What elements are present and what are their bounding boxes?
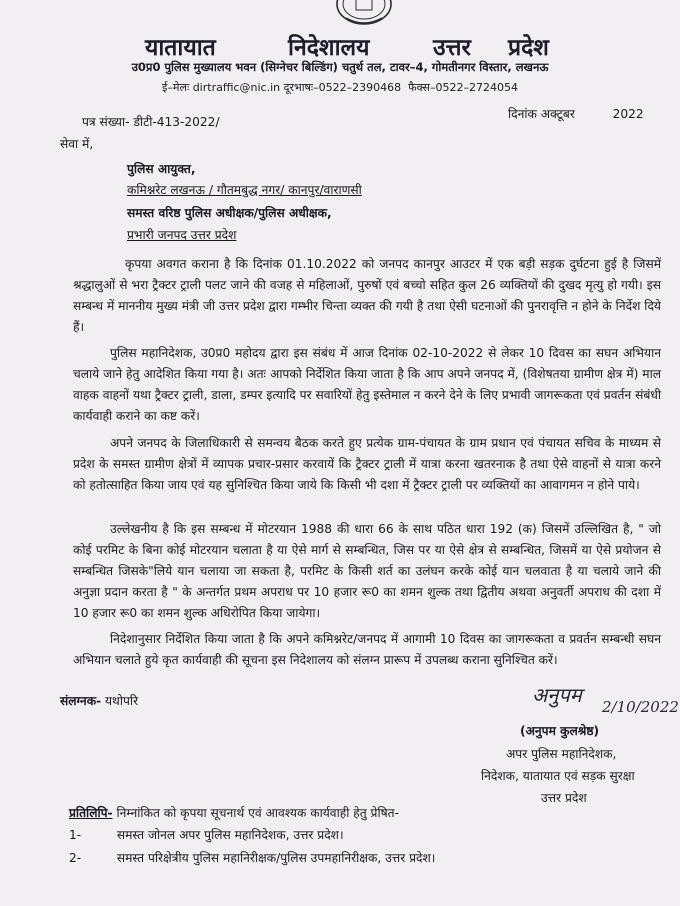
letter-reference: पत्र संख्या- डीटी-413-2022/ xyxy=(82,115,220,129)
body-paragraph: उल्लेखनीय है कि इस सम्बन्ध में मोटरयान 1988 की धारा 66 के साथ पठित धारा 192 (क) जिसमें उल्लिखित है, " जो कोई परमिट के बिना कोई मोटरयान चलाता है या ऐसे मार्ग से सम्बन्धित, जिस पर या ऐसे क्षेत्र से सम्बन्धित, जिसमें या ऐसे प्रयोजन से सम्बन्धित जिसके"लिये यान चलाया जा सकता है, परमिट के किसी शर्त का उलंघन करके कोई यान चलवाता है या चलाये जाने की अनुज्ञा प्रदान करता है " के अन्तर्गत प्रथम अपराध पर 10 हजार रू0 का शमन शुल्क तथा द्वितीय अथवा अनुवर्ती अपराध की दशा में 10 हजार रू0 का शमन शुल्क अधिरोपित किया जायेगा। xyxy=(73,522,661,620)
date-year: 2022 xyxy=(612,107,644,121)
title-word: प्रदेश xyxy=(508,35,549,61)
copy-label: प्रतिलिपि- xyxy=(69,806,113,820)
letter-date xyxy=(508,105,644,122)
copy-text: निम्नांकित को कृपया सूचनार्थ एवं आवश्यक कार्यवाही हेतु प्रेषित- xyxy=(116,806,399,820)
recipient-line: कमिश्नरेट लखनऊ / गौतमबुद्ध नगर/ कानपुर/वाराणसी xyxy=(127,183,362,197)
copy-item xyxy=(69,826,344,843)
enclosure-value: यथोपरि xyxy=(104,694,139,708)
office-address: उ0प्र0 पुलिस मुख्यालय भवन (सिग्नेचर बिल्डिंग) चतुर्थ तल, टावर–4, गोमतीनगर विस्तार, लखनऊ xyxy=(131,60,549,74)
body-paragraph: कृपया अवगत कराना है कि दिनांक 01.10.2022 को जनपद कानपुर आउटर में एक बड़ी सड़क दुर्घटना हुई है जिसमें श्रद्धालुओं से भरा ट्रैक्टर ट्राली पलट जाने की वजह से महिलाओं, पुरुषों एवं बच्चो सहित कुल 26 व्यक्तियों की दुखद मृत्यु हो गयी। इस सम्बन्ध में माननीय मुख्य मंत्री जी उत्तर प्रदेश द्वारा गम्भीर चिन्ता व्यक्त की गयी है तथा ऐसी घटनाओं की पुनरावृत्ति न होने के निर्देश दिये हैं। xyxy=(73,257,661,334)
body-paragraph: पुलिस महानिदेशक, उ0प्र0 महोदय द्वारा इस संबंध में आज दिनांक 02-10-2022 से लेकर 10 दिवस का सघन अभियान चलाये जाने हेतु आदेशित किया गया है। अतः आपको निर्देशित किया जाता है कि आप अपने जनपद में, (विशेषतया ग्रामीण क्षेत्र में) माल वाहक वाहनों यथा ट्रैक्टर ट्राली, डाला, डम्पर इत्यादि पर सवारियों हेतु इस्तेमाल न करने देने के लिए प्रभावी जागरूकता एवं प्रवर्तन संबंधी कार्यवाही कराने का कष्ट करें। xyxy=(73,346,661,423)
copy-item-text: समस्त परिक्षेत्रीय पुलिस महानिरीक्षक/पुलिस उपमहानिरीक्षक, उत्तर प्रदेश। xyxy=(116,851,436,865)
email-label: ई–मेलः xyxy=(162,81,190,94)
recipient-line: पुलिस आयुक्त, xyxy=(127,162,196,176)
fax-label: फैक्स– xyxy=(408,81,436,94)
office-contact xyxy=(0,80,680,95)
recipient-line: प्रभारी जनपद उत्तर प्रदेश xyxy=(127,228,237,242)
copy-heading xyxy=(69,804,399,821)
copy-item-number: 2- xyxy=(69,851,82,865)
date-label: दिनांक अक्टूबर xyxy=(508,107,575,121)
enclosure xyxy=(60,692,138,709)
title-word: यातायात xyxy=(145,35,216,61)
salutation: सेवा में, xyxy=(60,137,94,151)
email-address[interactable]: dirtraffic@nic.in xyxy=(192,81,281,94)
police-emblem-icon xyxy=(334,0,394,26)
signatory-designation: अपर पुलिस महानिदेशक, xyxy=(506,747,617,761)
signatory-name: (अनुपम कुलश्रेष्ठ) xyxy=(520,724,600,738)
title-word: उत्तर xyxy=(433,35,471,61)
enclosure-label: संलग्नक- xyxy=(60,694,102,708)
title-word: निदेशालय xyxy=(288,35,370,61)
signature-date: 2/10/2022 xyxy=(602,698,679,716)
signatory-designation: निदेशक, यातायात एवं सड़क सुरक्षा xyxy=(481,769,635,783)
handwritten-signature xyxy=(530,680,680,720)
phone-number: 0522–2390468 xyxy=(318,81,402,94)
body-paragraph: निदेशानुसार निर्देशित किया जाता है कि अपने कमिश्नरेट/जनपद में आगामी 10 दिवस का जागरूकता व प्रवर्तन सम्बन्धी सघन अभियान चलाते हुये कृत कार्यवाही की सूचना इस निदेशालय को संलग्न प्रारूप में उपलब्ध कराना सुनिश्चित करें। xyxy=(73,632,661,667)
copy-item xyxy=(69,849,435,866)
phone-label: दूरभाषः– xyxy=(283,81,319,94)
office-title xyxy=(0,30,680,60)
recipient-line: समस्त वरिष्ठ पुलिस अधीक्षक/पुलिस अधीक्षक, xyxy=(127,206,332,220)
body-paragraph: अपने जनपद के जिलाधिकारी से समन्वय बैठक करते हुए प्रत्येक ग्राम-पंचायत के ग्राम प्रधान एवं पंचायत सचिव के माध्यम से प्रदेश के समस्त ग्रामीण क्षेत्रों में व्यापक प्रचार-प्रसार करवायें कि ट्रैक्टर ट्राली में यात्रा करना खतरनाक है तथा ऐसे वाहनों से यात्रा करने को हतोत्साहित किया जाय एवं यह सुनिश्चित किया जाये कि किसी भी दशा में ट्रैक्टर ट्राली पर व्यक्तियों का आवागमन न होने पाये। xyxy=(73,436,661,492)
fax-number: 0522–2724054 xyxy=(435,81,518,94)
signatory-designation: उत्तर प्रदेश xyxy=(541,791,587,805)
copy-item-text: समस्त जोनल अपर पुलिस महानिदेशक, उत्तर प्रदेश। xyxy=(116,828,344,842)
signature-name: अनुपम xyxy=(532,683,582,707)
copy-item-number: 1- xyxy=(69,828,82,842)
